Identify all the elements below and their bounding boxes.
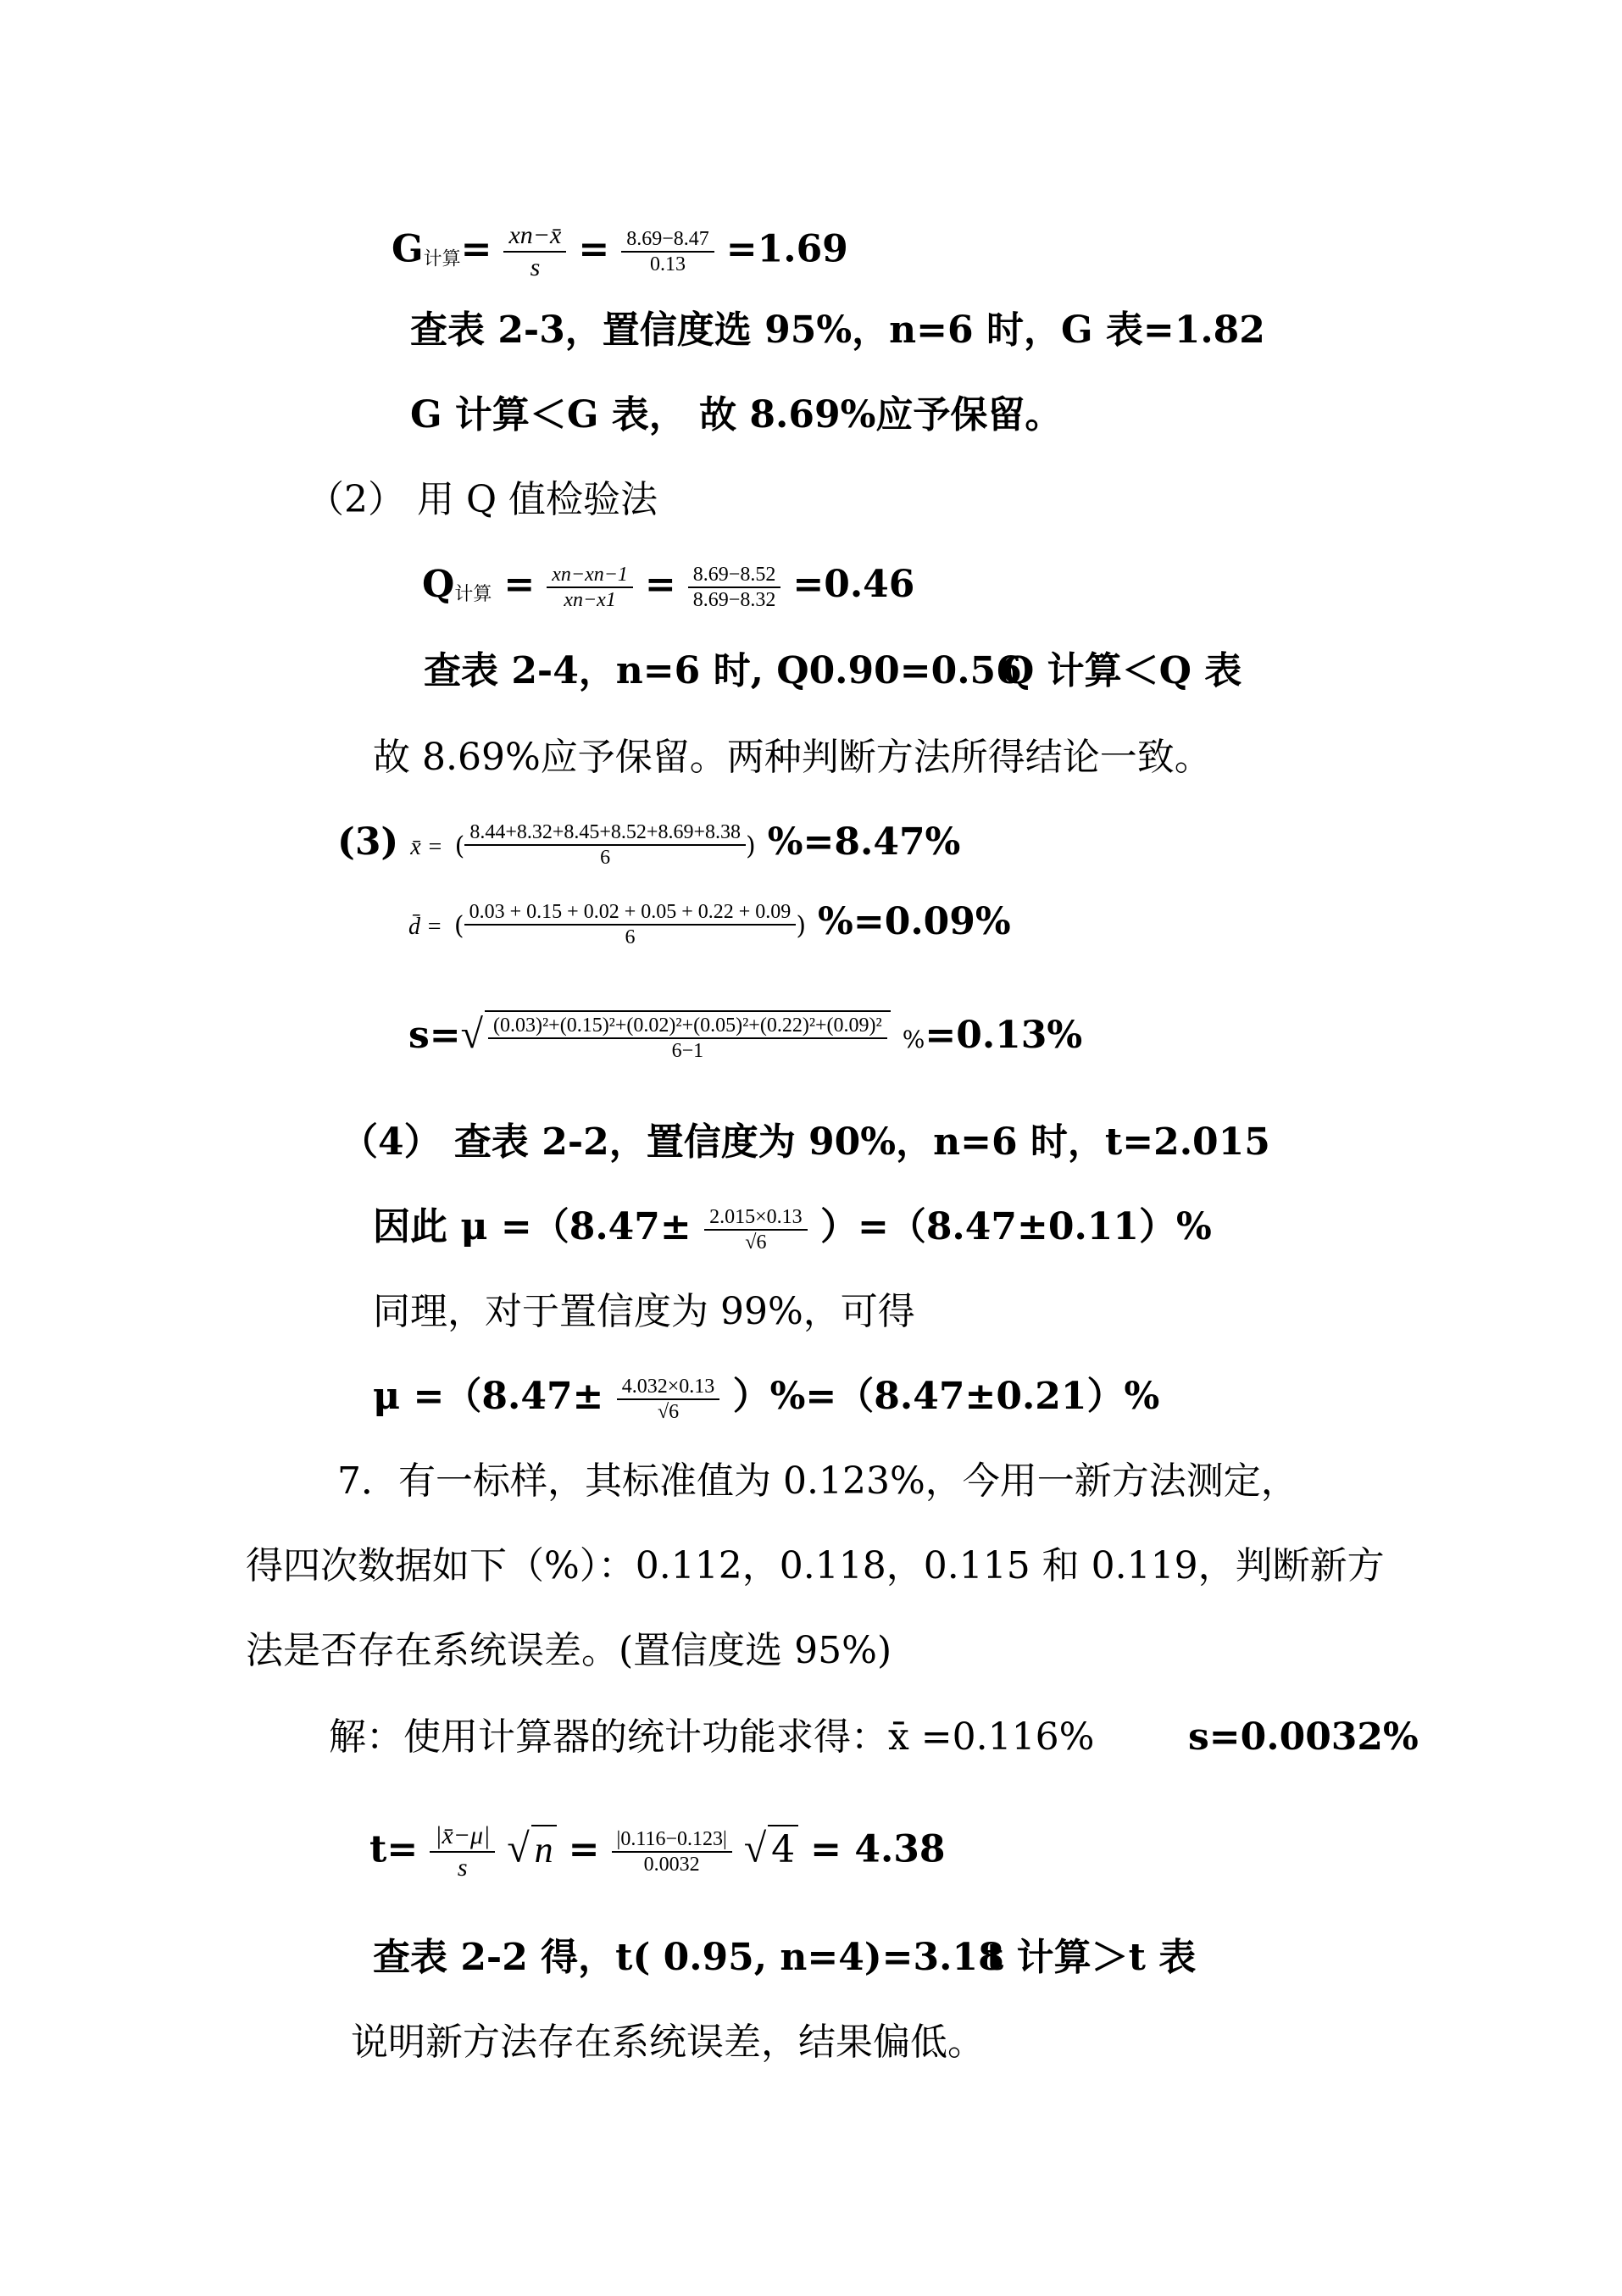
mean-paren-close: ) <box>746 831 756 861</box>
dbar-calc-f-num: 0.03 + 0.15 + 0.02 + 0.05 + 0.22 + 0.09 <box>464 900 797 926</box>
final-line: 说明新方法存在系统误差，结果偏低。 <box>351 2021 985 2064</box>
mean-calc-f-num: 8.44+8.32+8.45+8.52+8.69+8.38 <box>464 820 746 846</box>
g-table-line: 查表 2-3，置信度选 95%，n=6 时，G 表=1.82 <box>410 309 1265 352</box>
problem7-line3: 法是否存在系统误差。(置信度选 95%) <box>246 1629 892 1672</box>
s-calc-fraction <box>488 1014 887 1063</box>
t-calc-fraction-2 <box>612 1827 732 1876</box>
t-calc-f2-num: |0.116−0.123| <box>612 1827 732 1853</box>
g-calc-f2-num: 8.69−8.47 <box>621 227 714 253</box>
mean-calc-label: x̄ = <box>410 834 443 860</box>
t-table-line: （4） 查表 2-2，置信度为 90%，n=6 时，t=2.015 <box>341 1120 1270 1164</box>
mu90-prefix: 因此 μ =（8.47± <box>373 1205 692 1248</box>
mu99-fraction <box>617 1375 720 1424</box>
s-calc-f-den: 6−1 <box>671 1039 704 1062</box>
radical-icon: √ <box>460 1012 483 1057</box>
q-calc-result: =0.46 <box>792 563 915 606</box>
mu99-formula <box>373 1373 1159 1424</box>
mean-paren-open: ( <box>454 831 465 861</box>
q-conclusion-line: 故 8.69%应予保留。两种判断方法所得结论一致。 <box>373 736 1212 779</box>
q-calc-fraction-1 <box>547 563 633 612</box>
t-calc-formula <box>369 1821 946 1883</box>
q-heading: （2） 用 Q 值检验法 <box>307 478 658 521</box>
dbar-calc-result: %=0.09% <box>818 900 1011 943</box>
g-calc-f2-den: 0.13 <box>649 253 686 275</box>
t-calc-f1-num: |x̄−μ| <box>430 1821 495 1853</box>
q-calc-fraction-2 <box>688 563 781 612</box>
t-calc-sqrt-n: n <box>531 1825 557 1874</box>
dbar-paren-close: ) <box>796 911 807 941</box>
mu90-f-den: √6 <box>745 1231 767 1254</box>
g-calc-formula <box>392 220 848 284</box>
g-calc-f1-den: s <box>530 253 541 281</box>
mean-calc-result: %=8.47% <box>767 820 961 864</box>
s-calc-pct: % <box>902 1026 925 1053</box>
q-calc-eq: = <box>503 563 536 606</box>
same-line: 同理，对于置信度为 99%，可得 <box>373 1290 915 1333</box>
dbar-calc-formula <box>408 898 1011 951</box>
q-calc-eq2: = <box>644 563 676 606</box>
mu99-prefix: μ =（8.47± <box>373 1375 604 1418</box>
mu99-suffix: ）%=（8.47±0.21）% <box>732 1375 1160 1418</box>
dbar-paren-open: ( <box>453 911 464 941</box>
dbar-calc-label: d̄ = <box>408 914 442 940</box>
mean-calc-f-den: 6 <box>600 846 611 869</box>
t-calc-eq: = <box>568 1827 600 1871</box>
t-compare-line: t 计算＞t 表 <box>986 1936 1197 1979</box>
g-calc-label: G <box>392 227 424 271</box>
dbar-calc-f-den: 6 <box>625 926 636 948</box>
s-calc-label: s= <box>408 1014 461 1057</box>
t-calc-result: = 4.38 <box>810 1827 946 1871</box>
radical-n-icon: √ <box>507 1826 530 1871</box>
q-calc-f2-den: 8.69−8.32 <box>692 588 776 611</box>
g-calc-sub: 计算 <box>423 248 461 270</box>
radical-4-icon: √ <box>743 1826 767 1871</box>
g-calc-f1-num: xn−x̄ <box>503 220 566 253</box>
t-calc-f1-den: s <box>457 1854 468 1882</box>
q-calc-f1-num: xn−xn−1 <box>547 563 633 588</box>
g-calc-eq: = <box>460 227 492 271</box>
mu99-f-den: √6 <box>657 1400 680 1423</box>
s-calc-result: =0.13% <box>925 1014 1083 1057</box>
t-calc-label: t= <box>369 1827 419 1871</box>
g-calc-result: =1.69 <box>725 227 848 271</box>
q-table-line: 查表 2-4，n=6 时, Q0.90=0.56 <box>424 649 1022 692</box>
mean-calc-num: (3) <box>337 820 399 864</box>
q-calc-f1-den: xn−x1 <box>564 588 616 611</box>
t-lookup-line: 查表 2-2 得，t( 0.95, n=4)=3.18 <box>373 1936 1004 1979</box>
problem7-line2: 得四次数据如下（%）：0.112，0.118，0.115 和 0.119，判断新方 <box>246 1544 1385 1587</box>
q-calc-f2-num: 8.69−8.52 <box>688 563 781 588</box>
q-calc-label: Q <box>422 563 455 606</box>
t-calc-fraction-1 <box>430 1821 495 1883</box>
mu90-fraction <box>704 1205 808 1254</box>
g-calc-fraction-1 <box>503 220 566 283</box>
g-calc-eq2: = <box>578 227 610 271</box>
mean-calc-fraction <box>464 820 746 870</box>
s-calc-formula <box>408 1010 1082 1064</box>
q-compare-line: Q 计算＜Q 表 <box>1002 649 1242 692</box>
t-calc-sqrt-4: 4 <box>768 1825 798 1874</box>
mu90-f-num: 2.015×0.13 <box>704 1205 808 1231</box>
mu99-f-num: 4.032×0.13 <box>617 1375 720 1400</box>
mu90-formula <box>373 1204 1212 1254</box>
s-calc-f-num: (0.03)²+(0.15)²+(0.02)²+(0.05)²+(0.22)²+(0.09)² <box>488 1014 887 1039</box>
dbar-calc-fraction <box>464 900 797 949</box>
solution-s: s=0.0032% <box>1188 1715 1419 1759</box>
q-calc-formula <box>422 561 914 619</box>
g-compare-line: G 计算＜G 表， 故 8.69%应予保留。 <box>410 393 1063 436</box>
t-calc-f2-den: 0.0032 <box>643 1854 700 1876</box>
mu90-suffix: ）=（8.47±0.11）% <box>819 1205 1212 1248</box>
solution-line: 解：使用计算器的统计功能求得：x̄ =0.116% <box>329 1715 1095 1759</box>
q-calc-sub: 计算 <box>454 584 492 605</box>
problem7-line1: 7．有一标样，其标准值为 0.123%，今用一新方法测定， <box>337 1459 1298 1503</box>
g-calc-fraction-2 <box>621 227 714 276</box>
mean-calc-formula <box>337 819 960 871</box>
